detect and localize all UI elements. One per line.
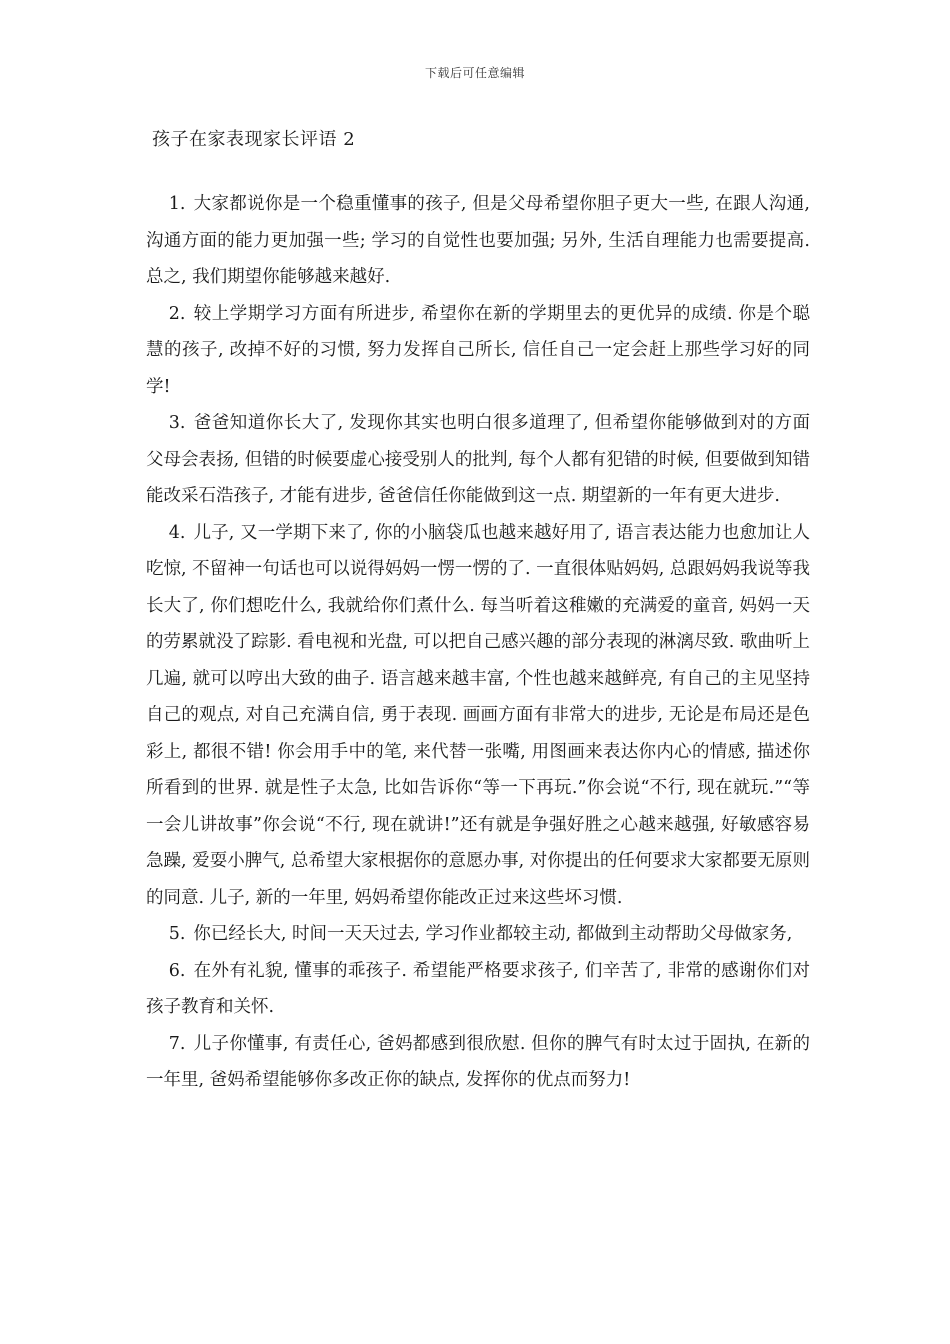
paragraph-text: 爸爸知道你长大了, 发现你其实也明白很多道理了, 但希望你能够做到对的方面父母会表扬, 但错的时候要虚心接受别人的批判, 每个人都有犯错的时候, 但要做到知错能改采石浩孩子, 才能有进步, 爸爸信任你能做到这一点. 期望新的一年有更大进步. (146, 413, 810, 506)
document-body (146, 186, 810, 1099)
paragraph-text: 你已经长大, 时间一天天过去, 学习作业都较主动, 都做到主动帮助父母做家务, (193, 924, 793, 944)
paragraph-text: 大家都说你是一个稳重懂事的孩子, 但是父母希望你胆子更大一些, 在跟人沟通, 沟通方面的能力更加强一些; 学习的自觉性也要加强; 另外, 生活自理能力也需要提高. 总之, 我们期望你能够越来越好. (146, 194, 810, 287)
paragraph-text: 儿子你懂事, 有责任心, 爸妈都感到很欣慰. 但你的脾气有时太过于固执, 在新的一年里, 爸妈希望能够你多改正你的缺点, 发挥你的优点而努力! (146, 1033, 810, 1090)
paragraph-number: 7. (168, 1033, 186, 1054)
paragraph-number: 3. (168, 413, 186, 433)
paragraph-number: 5. (168, 924, 186, 944)
comment-paragraph-1 (146, 186, 810, 296)
comment-paragraph-6 (146, 953, 810, 1026)
comment-paragraph-7 (146, 1026, 810, 1099)
paragraph-number: 4. (168, 522, 186, 543)
header-note: 下载后可任意编辑 (424, 66, 525, 80)
comment-paragraph-3 (146, 405, 810, 515)
paragraph-number: 6. (168, 960, 186, 981)
paragraph-text: 较上学期学习方面有所进步, 希望你在新的学期里去的更优异的成绩. 你是个聪慧的孩子, 改掉不好的习惯, 努力发挥自己所长, 信任自己一定会赶上那些学习好的同学! (146, 303, 810, 397)
paragraph-text: 在外有礼貌, 懂事的乖孩子. 希望能严格要求孩子, 们辛苦了, 非常的感谢你们对孩子教育和关怀. (146, 960, 810, 1017)
comment-paragraph-4 (146, 515, 810, 917)
paragraph-number: 2. (168, 303, 186, 324)
comment-paragraph-2 (146, 296, 810, 406)
paragraph-number: 1. (168, 194, 186, 214)
comment-paragraph-5 (146, 916, 810, 953)
paragraph-text: 儿子, 又一学期下来了, 你的小脑袋瓜也越来越好用了, 语言表达能力也愈加让人吃惊, 不留神一句话也可以说得妈妈一愣一愣的了. 一直很体贴妈妈, 总跟妈妈我说等我长大了, 你们想吃什么, 我就给你们煮什么. 每当听着这稚嫩的充满爱的童音, 妈妈一天的劳累就没了踪影. 看电视和光盘, 可以把自己感兴趣的部分表现的淋漓尽致. 歌曲听上几遍, 就可以哼出大致的曲子. 语言越来越丰富, 个性也越来越鲜亮, 有自己的主见坚持自己的观点, 对自己充满自信, 勇于表现. 画画方面有非常大的进步, 无论是布局还是色彩上, 都很不错! 你会用手中的笔, 来代替一张嘴, 用图画来表达你内心的情感, 描述你所看到的世界. 就是性子太急, 比如告诉你“等一下再玩.”你会说“不行, 现在就玩.”“等一会儿讲故事”你会说“不行, 现在就讲!”还有就是争强好胜之心越来越强, 好敏感容易急躁, 爱耍小脾气, 总希望大家根据你的意愿办事, 对你提出的任何要求大家都要无原则的同意. 儿子, 新的一年里, 妈妈希望你能改正过来这些坏习惯. (146, 522, 810, 908)
document-title: 孩子在家表现家长评语 2 (152, 129, 356, 150)
